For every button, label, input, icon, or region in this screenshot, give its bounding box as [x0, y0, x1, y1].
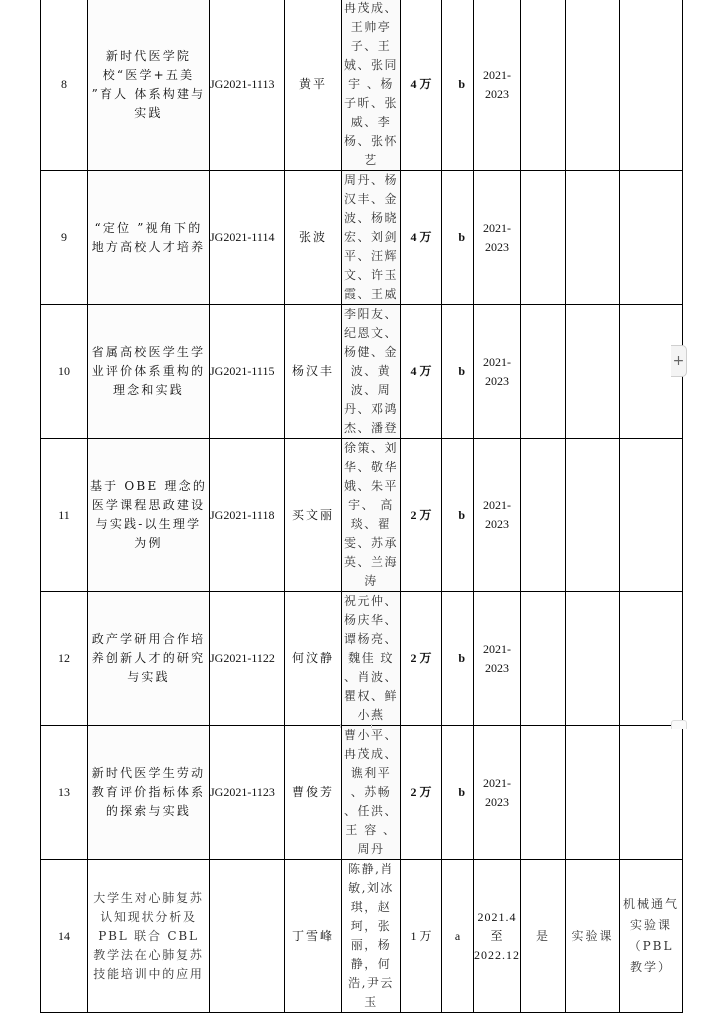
row-number: 8	[41, 0, 88, 171]
project-code: JG2021-1115	[210, 305, 285, 439]
project-code: JG2021-1118	[210, 439, 285, 592]
project-code	[210, 860, 285, 1013]
is-course-cell	[521, 592, 566, 726]
project-grade: b	[442, 439, 474, 592]
course-type-cell	[566, 592, 620, 726]
project-members: 冉茂成、王帅亭子、王 娀、张同宇 、杨子昕、张威、李杨、张怀艺	[342, 0, 401, 171]
project-members: 祝元仲、杨庆华、谭杨亮、魏佳 玟 、肖波、瞿权、鲜小燕	[342, 592, 401, 726]
project-leader: 张波	[285, 171, 342, 305]
project-leader: 曹俊芳	[285, 726, 342, 860]
project-grade: b	[442, 592, 474, 726]
table-row	[41, 171, 683, 305]
project-period: 2021-2023	[474, 171, 521, 305]
project-title: 大学生对心肺复苏认知现状分析及 PBL 联合 CBL 教学法在心肺复苏技能培训中的应用	[88, 860, 210, 1013]
project-leader: 何汶静	[285, 592, 342, 726]
project-fund: 4 万	[401, 305, 442, 439]
project-members: 李阳友、纪恩文、杨健、金波、黄波、周丹、邓鸿杰、潘登	[342, 305, 401, 439]
project-fund: 2 万	[401, 726, 442, 860]
project-period: 2021-2023	[474, 439, 521, 592]
ruler-marker	[340, 724, 372, 728]
is-course-cell	[521, 439, 566, 592]
project-title: “定位 ”视角下的地方高校人才培养	[88, 171, 210, 305]
table-row	[41, 0, 683, 171]
table-row	[41, 592, 683, 726]
course-type-cell	[566, 171, 620, 305]
course-name-cell	[620, 0, 683, 171]
project-table	[40, 0, 683, 1013]
project-fund: 4 万	[401, 0, 442, 171]
is-course-cell	[521, 0, 566, 171]
project-members: 周丹、杨汉丰、金波、杨晓宏、刘剑平、汪辉文、许玉霞、王威	[342, 171, 401, 305]
project-period: 2021-2023	[474, 726, 521, 860]
course-type-cell: 实验课	[566, 860, 620, 1013]
project-title: 政产学研用合作培养创新人才的研究与实践	[88, 592, 210, 726]
project-period: 2021-2023	[474, 305, 521, 439]
project-title: 新时代医学生劳动教育评价指标体系的探索与实践	[88, 726, 210, 860]
project-title: 基于 OBE 理念的医学课程思政建设与实践-以生理学为例	[88, 439, 210, 592]
course-name-cell	[620, 592, 683, 726]
project-period: 2021-2023	[474, 0, 521, 171]
project-title: 省属高校医学生学业评价体系重构的理念和实践	[88, 305, 210, 439]
project-title: 新时代医学院校“医学+五美 ”育人 体系构建与实践	[88, 0, 210, 171]
project-members: 徐策、刘华、敬华娥、朱平宇、 高琰、翟雯、苏承英、兰海涛	[342, 439, 401, 592]
course-type-cell	[566, 305, 620, 439]
row-number: 9	[41, 171, 88, 305]
course-name-cell	[620, 439, 683, 592]
project-members: 曹小平、冉茂成、谯利平 、苏畅 、任洪、 王 容 、周丹	[342, 726, 401, 860]
project-grade: b	[442, 305, 474, 439]
project-leader: 黄平	[285, 0, 342, 171]
is-course-cell: 是	[521, 860, 566, 1013]
add-icon[interactable]: +	[671, 345, 687, 377]
is-course-cell	[521, 305, 566, 439]
is-course-cell	[521, 171, 566, 305]
course-type-cell	[566, 0, 620, 171]
table-row	[41, 726, 683, 860]
table-row	[41, 305, 683, 439]
course-name-cell	[620, 726, 683, 860]
table-row	[41, 860, 683, 1013]
project-code: JG2021-1113	[210, 0, 285, 171]
project-period: 2021.4 至 2022.12	[474, 860, 521, 1013]
row-number: 14	[41, 860, 88, 1013]
course-type-cell	[566, 726, 620, 860]
course-type-cell	[566, 439, 620, 592]
project-code: JG2021-1114	[210, 171, 285, 305]
project-grade: b	[442, 0, 474, 171]
project-period: 2021-2023	[474, 592, 521, 726]
project-leader: 买文丽	[285, 439, 342, 592]
project-leader: 杨汉丰	[285, 305, 342, 439]
project-members: 陈静,肖敏,刘冰琪，赵珂，张丽，杨静，何浩,尹云玉	[342, 860, 401, 1013]
is-course-cell	[521, 726, 566, 860]
project-grade: b	[442, 171, 474, 305]
project-code: JG2021-1123	[210, 726, 285, 860]
course-name-cell	[620, 171, 683, 305]
project-fund: 2 万	[401, 439, 442, 592]
course-name-cell: 机械通气实验课（PBL 教学）	[620, 860, 683, 1013]
project-grade: a	[442, 860, 474, 1013]
project-code: JG2021-1122	[210, 592, 285, 726]
row-number: 10	[41, 305, 88, 439]
row-number: 11	[41, 439, 88, 592]
project-leader: 丁雪峰	[285, 860, 342, 1013]
row-number: 13	[41, 726, 88, 860]
project-fund: 4 万	[401, 171, 442, 305]
project-grade: b	[442, 726, 474, 860]
project-fund: 1 万	[401, 860, 442, 1013]
row-number: 12	[41, 592, 88, 726]
table-row	[41, 439, 683, 592]
project-fund: 2 万	[401, 592, 442, 726]
